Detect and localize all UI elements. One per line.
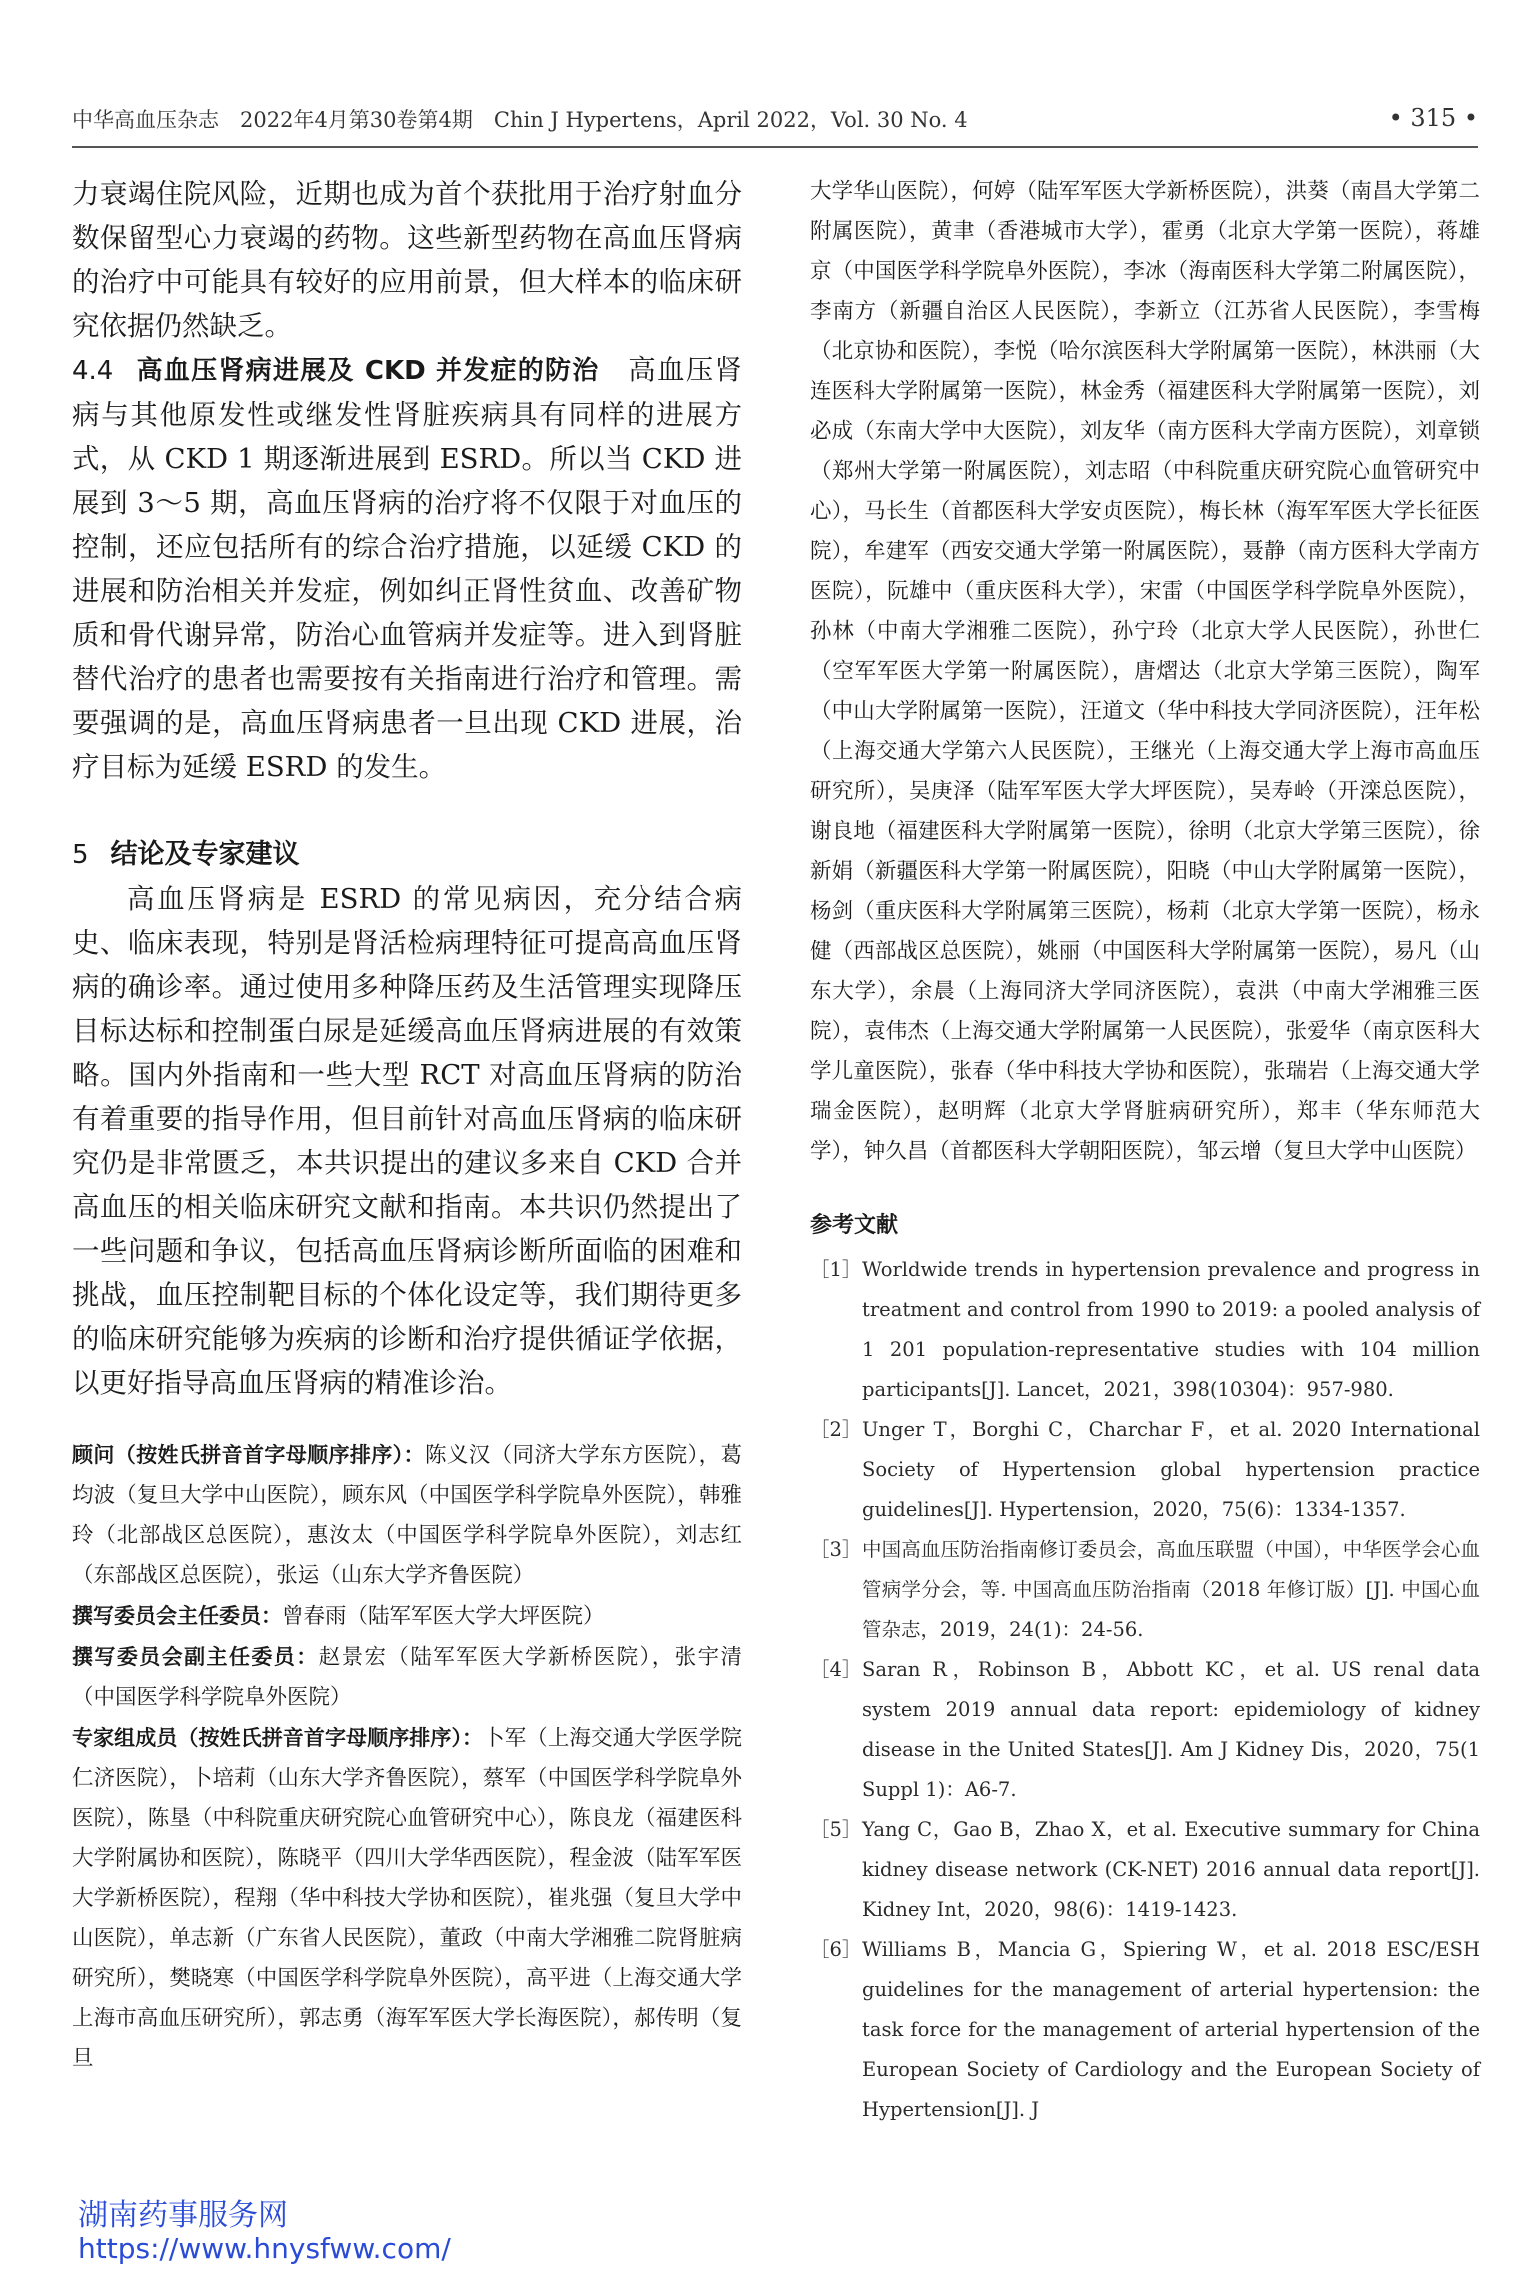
- reference-number: ［4］: [810, 1658, 862, 1681]
- left-column: [72, 172, 742, 2079]
- conclusion-paragraph: 高血压肾病是 ESRD 的常见病因，充分结合病史、临床表现，特别是肾活检病理特征可提高高血压肾病的确诊率。通过使用多种降压药及生活管理实现降压目标达标和控制蛋白尿是延缓高血压肾病进展的有效策略。国内外指南和一些大型 RCT 对高血压肾病的防治有着重要的指导作用，但目前针对高血压肾病的临床研究仍是非常匮乏，本共识提出的建议多来自 CKD 合并高血压的相关临床研究文献和指南。本共识仍然提出了一些问题和争议，包括高血压肾病诊断所面临的困难和挑战，血压控制靶目标的个体化设定等，我们期待更多的临床研究能够为疾病的诊断和治疗提供循证学依据，以更好指导高血压肾病的精准诊治。: [72, 883, 742, 1399]
- reference-text: Worldwide trends in hypertension prevalence and progress in treatment and control from 1990 to 2019: a pooled analysis of 1 201 population-representative studies with 104 million participants[J]. Lancet，2021，398(10304)：957-980.: [862, 1258, 1480, 1401]
- reference-number: ［2］: [810, 1418, 862, 1441]
- reference-item: [810, 1250, 1480, 1410]
- chair-label: 撰写委员会主任委员：: [72, 1604, 282, 1628]
- section-4-4: [72, 348, 742, 789]
- reference-number: ［1］: [810, 1258, 862, 1281]
- paragraph-continued: 力衰竭住院风险，近期也成为首个获批用于治疗射血分数保留型心力衰竭的药物。这些新型药物在高血压肾病的治疗中可能具有较好的应用前景，但大样本的临床研究依据仍然缺乏。: [72, 178, 742, 342]
- page-number: • 315 •: [1388, 104, 1478, 132]
- reference-text: Saran R，Robinson B，Abbott KC，et al. US renal data system 2019 annual data report: epidemiology of kidney disease in the United States[J]. Am J Kidney Dis，2020，75(1 Suppl 1)：A6-7.: [862, 1658, 1480, 1801]
- committee-vice-chair: [72, 1637, 742, 1718]
- reference-item: [810, 1530, 1480, 1650]
- vice-chair-label: 撰写委员会副主任委员：: [72, 1645, 319, 1669]
- chair-name: 曾春雨（陆军军医大学大坪医院）: [282, 1604, 605, 1629]
- vice-chair-names: 赵景宏（陆军军医大学新桥医院），张宇清（中国医学科学院阜外医院）: [72, 1645, 742, 1710]
- reference-item: [810, 1650, 1480, 1810]
- watermark-site-name: 湖南药事服务网: [78, 2198, 288, 2233]
- advisors-label: 顾问（按姓氏拼音首字母顺序排序）：: [72, 1443, 425, 1467]
- reference-number: ［5］: [810, 1818, 862, 1841]
- expert-members: [72, 1718, 742, 2079]
- reference-item: [810, 1810, 1480, 1930]
- committee-chair: [72, 1596, 742, 1637]
- reference-text: Williams B，Mancia G，Spiering W，et al. 2018 ESC/ESH guidelines for the management of arterial hypertension: the task force for the management of arterial hypertension of the European Society of Cardiology and the European Society of Hypertension[J]. J: [862, 1938, 1480, 2121]
- section-number: 4.4: [72, 356, 114, 386]
- running-header: [72, 104, 1478, 140]
- journal-citation: 中华高血压杂志 2022年4月第30卷第4期 Chin J Hypertens，April 2022，Vol. 30 No. 4: [72, 108, 968, 132]
- references-heading: 参考文献: [810, 1213, 899, 1238]
- reference-text: 中国高血压防治指南修订委员会，高血压联盟（中国），中华医学会心血管病学分会，等. 中国高血压防治指南（2018 年修订版）[J]. 中国心血管杂志，2019，24(1)：24-56.: [862, 1538, 1480, 1641]
- section-title: 高血压肾病进展及 CKD 并发症的防治: [135, 356, 600, 386]
- experts-list: 卜军（上海交通大学医学院仁济医院），卜培莉（山东大学齐鲁医院），蔡军（中国医学科学院阜外医院），陈垦（中科院重庆研究院心血管研究中心），陈良龙（福建医科大学附属协和医院），陈晓平（四川大学华西医院），程金波（陆军军医大学新桥医院），程翔（华中科技大学协和医院），崔兆强（复旦大学中山医院），单志新（广东省人民医院），董政（中南大学湘雅二院肾脏病研究所），樊晓寒（中国医学科学院阜外医院），高平进（上海交通大学上海市高血压研究所），郭志勇（海军军医大学长海医院），郝传明（复旦: [72, 1726, 742, 2071]
- reference-text: Yang C，Gao B，Zhao X，et al. Executive summary for China kidney disease network (CK-NET) 2016 annual data report[J]. Kidney Int，2020，98(6)：1419-1423.: [862, 1818, 1480, 1921]
- reference-number: ［3］: [810, 1538, 862, 1561]
- right-column: [810, 172, 1480, 2130]
- section-number: 5: [72, 840, 89, 870]
- reference-item: [810, 1930, 1480, 2130]
- advisors: [72, 1435, 742, 1596]
- experts-label: 专家组成员（按姓氏拼音首字母顺序排序）：: [72, 1726, 484, 1750]
- advisors-list: 陈义汉（同济大学东方医院），葛均波（复旦大学中山医院），顾东风（中国医学科学院阜外医院），韩雅玲（北部战区总医院），惠汝太（中国医学科学院阜外医院），刘志红（东部战区总医院），张运（山东大学齐鲁医院）: [72, 1443, 742, 1588]
- section-body: 高血压肾病与其他原发性或继发性肾脏疾病具有同样的进展方式，从 CKD 1 期逐渐进展到 ESRD。所以当 CKD 进展到 3～5 期，高血压肾病的治疗将不仅限于对血压的控制，还应包括所有的综合治疗措施，以延缓 CKD 的进展和防治相关并发症，例如纠正肾性贫血、改善矿物质和骨代谢异常，防治心血管病并发症等。进入到肾脏替代治疗的患者也需要按有关指南进行治疗和管理。需要强调的是，高血压肾病患者一旦出现 CKD 进展，治疗目标为延缓 ESRD 的发生。: [72, 354, 742, 783]
- expert-members-continued: 大学华山医院），何婷（陆军军医大学新桥医院），洪葵（南昌大学第二附属医院），黄聿（香港城市大学），霍勇（北京大学第一医院），蒋雄京（中国医学科学院阜外医院），李冰（海南医科大学第二附属医院），李南方（新疆自治区人民医院），李新立（江苏省人民医院），李雪梅（北京协和医院），李悦（哈尔滨医科大学附属第一医院），林洪丽（大连医科大学附属第一医院），林金秀（福建医科大学附属第一医院），刘必成（东南大学中大医院），刘友华（南方医科大学南方医院），刘章锁（郑州大学第一附属医院），刘志昭（中科院重庆研究院心血管研究中心），马长生（首都医科大学安贞医院），梅长林（海军军医大学长征医院），牟建军（西安交通大学第一附属医院），聂静（南方医科大学南方医院），阮雄中（重庆医科大学），宋雷（中国医学科学院阜外医院），孙林（中南大学湘雅二医院），孙宁玲（北京大学人民医院），孙世仁（空军军医大学第一附属医院），唐熠达（北京大学第三医院），陶军（中山大学附属第一医院），汪道文（华中科技大学同济医院），汪年松（上海交通大学第六人民医院），王继光（上海交通大学上海市高血压研究所），吴庚泽（陆军军医大学大坪医院），吴寿岭（开滦总医院），谢良地（福建医科大学附属第一医院），徐明（北京大学第三医院），徐新娟（新疆医科大学第一附属医院），阳晓（中山大学附属第一医院），杨剑（重庆医科大学附属第三医院），杨莉（北京大学第一医院），杨永健（西部战区总医院），姚丽（中国医科大学附属第一医院），易凡（山东大学），余晨（上海同济大学同济医院），袁洪（中南大学湘雅三医院），袁伟杰（上海交通大学附属第一人民医院），张爱华（南京医科大学儿童医院），张春（华中科技大学协和医院），张瑞岩（上海交通大学瑞金医院），赵明辉（北京大学肾脏病研究所），郑丰（华东师范大学），钟久昌（首都医科大学朝阳医院），邹云增（复旦大学中山医院）: [810, 179, 1480, 1164]
- section-5-heading: [72, 833, 742, 877]
- reference-text: Unger T，Borghi C，Charchar F，et al. 2020 International Society of Hypertension global hypertension practice guidelines[J]. Hypertension，2020，75(6)：1334-1357.: [862, 1418, 1480, 1521]
- header-rule: [72, 146, 1478, 148]
- reference-item: [810, 1410, 1480, 1530]
- reference-number: ［6］: [810, 1938, 862, 1961]
- watermark-url-link[interactable]: https://www.hnysfww.com/: [78, 2232, 451, 2265]
- section-title: 结论及专家建议: [110, 839, 300, 870]
